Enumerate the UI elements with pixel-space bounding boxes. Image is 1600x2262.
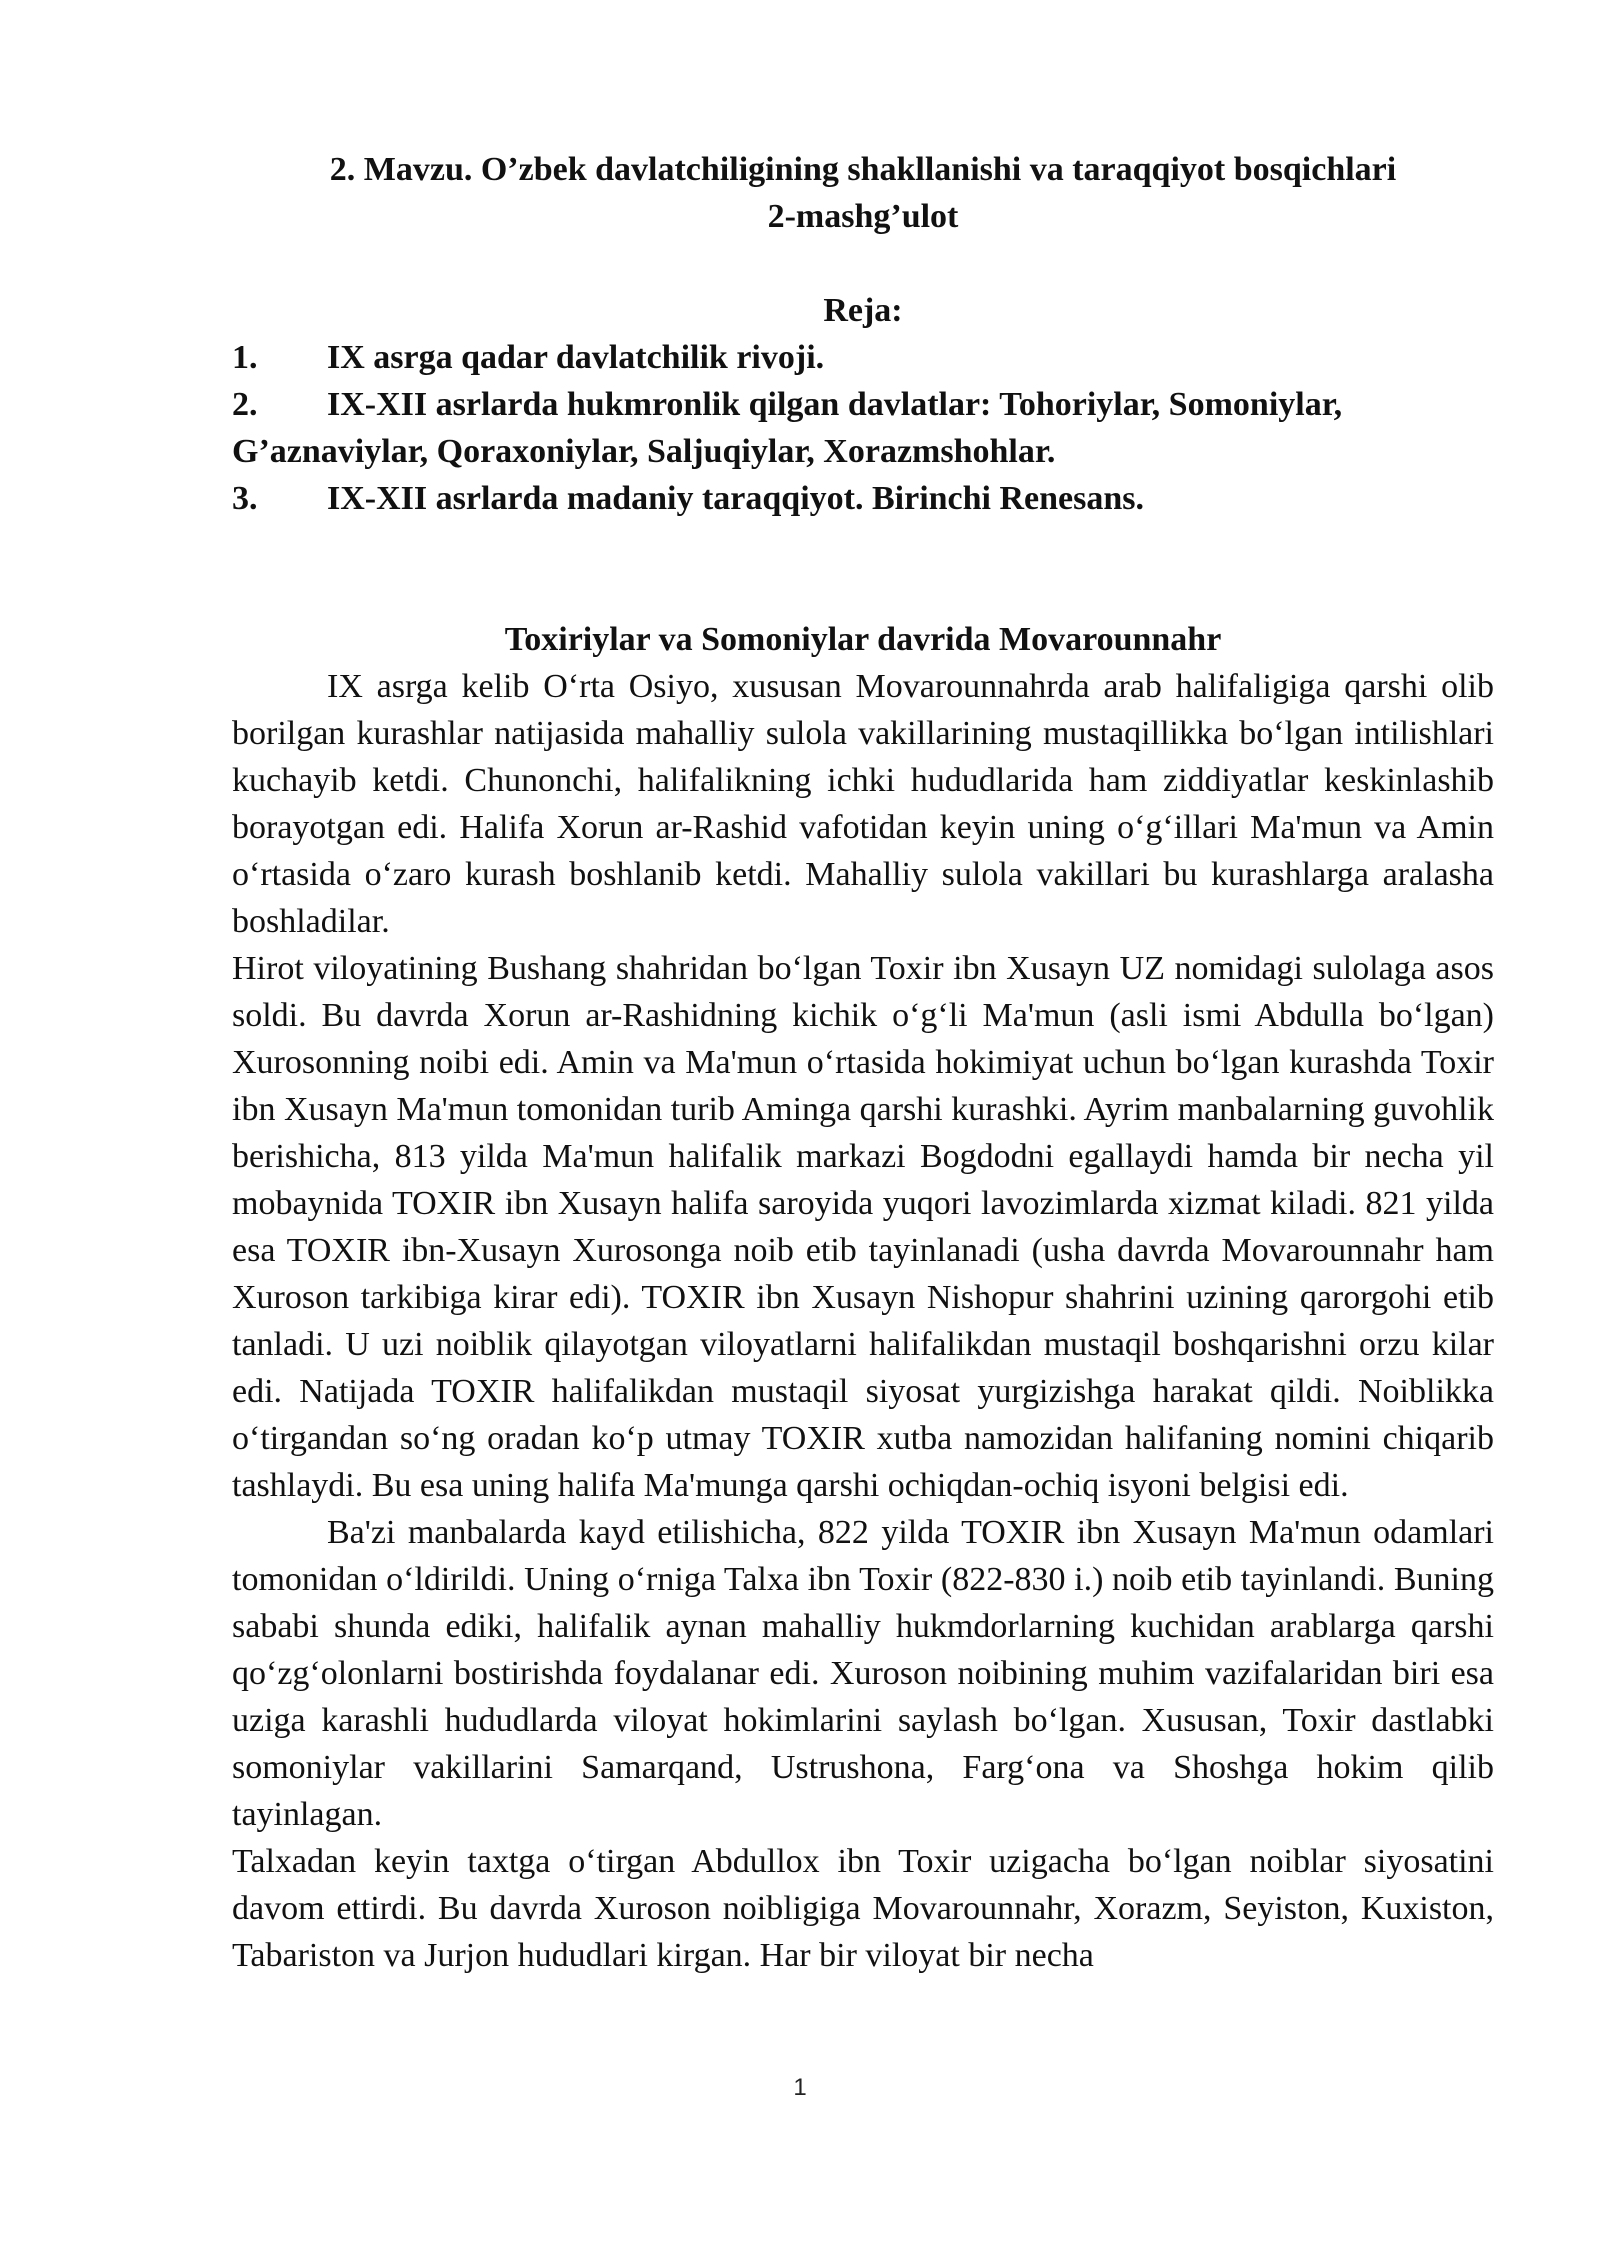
plan-item-text: IX-XII asrlarda madaniy taraqqiyot. Birinchi Renesans.	[327, 480, 1145, 517]
plan-item-number: 3.	[232, 480, 258, 517]
body-paragraph: Hirot viloyatining Bushang shahridan bo‘lgan Toxir ibn Xusayn UZ nomidagi sulolaga asos soldi. Bu davrda Xorun ar-Rashidning kichik o‘g‘li Ma'mun (asli ismi Abdulla bo‘lgan) Xurosonning noibi edi. Amin va Ma'mun o‘rtasida hokimiyat uchun bo‘lgan kurashda Toxir ibn Xusayn Ma'mun tomonidan turib Aminga qarshi kurashki. Ayrim manbalarning guvohlik berishicha, 813 yilda Ma'mun halifalik markazi Bogdodni egallaydi hamda bir necha yil mobaynida TOXIR ibn Xusayn halifa saroyida yuqori lavozimlarda xizmat kiladi. 821 yilda esa TOXIR ibn-Xusayn Xurosonga noib etib tayinlanadi (usha davrda Movarounnahr ham Xuroson tarkibiga kirar edi). TOXIR ibn Xusayn Nishopur shahrini uzining qarorgohi etib tanladi. U uzi noiblik qilayotgan viloyatlarni halifalikdan mustaqil boshqarishni orzu kilar edi. Natijada TOXIR halifalikdan mustaqil siyosat yurgizishga harakat qildi. Noiblikka o‘tirgandan so‘ng oradan ko‘p utmay TOXIR xutba namozidan halifaning nomini chiqarib tashlaydi. Bu esa uning halifa Ma'munga qarshi ochiqdan-ochiq isyoni belgisi edi.	[232, 950, 1494, 1504]
document-page	[232, 146, 1494, 1979]
plan-item-text: IX asrga qadar davlatchilik rivoji.	[327, 339, 825, 376]
section-heading: Toxiriylar va Somoniylar davrida Movarounnahr	[504, 621, 1222, 658]
plan-item	[232, 334, 1494, 381]
page-number: 1	[793, 2074, 807, 2101]
body-paragraph: Ba'zi manbalarda kayd etilishicha, 822 yilda TOXIR ibn Xusayn Ma'mun odamlari tomonidan o‘ldirildi. Uning o‘rniga Talxa ibn Toxir (822-830 i.) noib etib tayinlandi. Buning sababi shunda ediki, halifalik aynan mahalliy hukmdorlarning kuchidan arablarga qarshi qo‘zg‘olonlarni bostirishda foydalanar edi. Xuroson noibining muhim vazifalaridan biri esa uziga karashli hududlarda viloyat hokimlarini saylash bo‘lgan. Xususan, Toxir dastlabki somoniylar vakillarini Samarqand, Ustrushona, Farg‘ona va Shoshga hokim qilib tayinlagan.	[232, 1514, 1494, 1833]
plan-item-number: 1.	[232, 339, 258, 376]
document-title-line2: 2-mashg’ulot	[767, 198, 959, 235]
body-paragraph: Talxadan keyin taxtga o‘tirgan Abdullox ibn Toxir uzigacha bo‘lgan noiblar siyosatini davom ettirdi. Bu davrda Xuroson noibligiga Movarounnahr, Xorazm, Seyiston, Kuxiston, Tabariston va Jurjon hududlari kirgan. Har bir viloyat bir necha	[232, 1843, 1494, 1974]
plan-item	[232, 381, 1494, 475]
plan-item-number: 2.	[232, 386, 258, 423]
plan-item	[232, 475, 1494, 522]
plan-list	[232, 334, 1494, 522]
document-title-line1: 2. Mavzu. O’zbek davlatchiligining shakllanishi va taraqqiyot bosqichlari	[329, 151, 1397, 188]
plan-item-text: IX-XII asrlarda hukmronlik qilgan davlatlar: Tohoriylar, Somoniylar, G’aznaviylar, Qoraxoniylar, Saljuqiylar, Xorazmshohlar.	[232, 386, 1343, 470]
body-paragraph: IX asrga kelib O‘rta Osiyo, xususan Movarounnahrda arab halifaligiga qarshi olib borilgan kurashlar natijasida mahalliy sulola vakillarining mustaqillikka bo‘lgan intilishlari kuchayib ketdi. Chunonchi, halifalikning ichki hududlarida ham ziddiyatlar keskinlashib borayotgan edi. Halifa Xorun ar-Rashid vafotidan keyin uning o‘g‘illari Ma'mun va Amin o‘rtasida o‘zaro kurash boshlanib ketdi. Mahalliy sulola vakillari bu kurashlarga aralasha boshladilar.	[232, 668, 1494, 940]
plan-heading: Reja:	[823, 292, 903, 329]
